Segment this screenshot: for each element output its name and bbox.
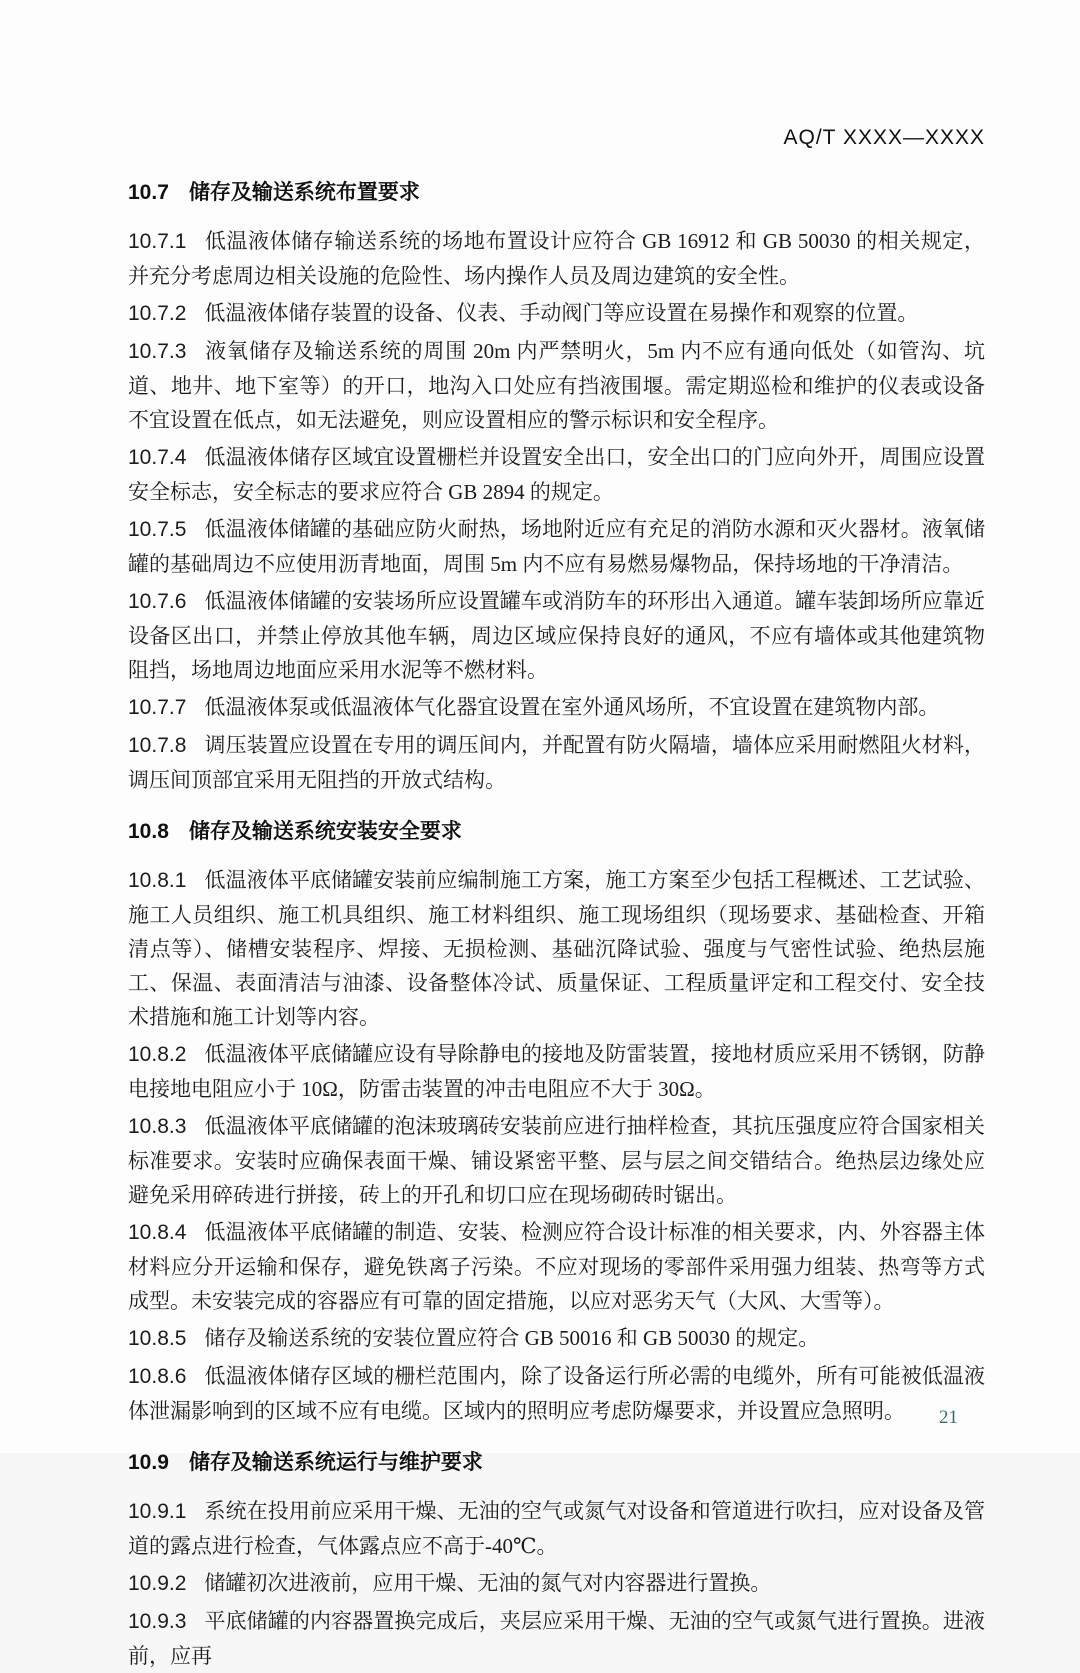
clause-10-7-3 xyxy=(128,334,985,437)
clause-text: 储存及输送系统的安装位置应符合 GB 50016 和 GB 50030 的规定。 xyxy=(204,1326,820,1350)
page-number: 21 xyxy=(939,1407,958,1428)
clause-number: 10.8.4 xyxy=(128,1221,187,1244)
clause-10-8-4 xyxy=(128,1215,985,1318)
clause-text: 低温液体平底储罐应设有导除静电的接地及防雷装置，接地材质应采用不锈钢，防静电接地电阻应小于 10Ω，防雷击装置的冲击电阻应不大于 30Ω。 xyxy=(128,1042,985,1101)
clause-text: 低温液体泵或低温液体气化器宜设置在室外通风场所，不宜设置在建筑物内部。 xyxy=(204,695,940,719)
clause-number: 10.7.1 xyxy=(128,230,187,253)
section-heading-10-7 xyxy=(128,176,985,210)
clause-text: 低温液体储存装置的设备、仪表、手动阀门等应设置在易操作和观察的位置。 xyxy=(204,301,919,325)
clause-text: 调压装置应设置在专用的调压间内，并配置有防火隔墙，墙体应采用耐燃阻火材料，调压间顶部宜采用无阻挡的开放式结构。 xyxy=(128,733,985,792)
clause-text: 低温液体储罐的基础应防火耐热，场地附近应有充足的消防水源和灭火器材。液氧储罐的基础周边不应使用沥青地面，周围 5m 内不应有易燃易爆物品，保持场地的干净清洁。 xyxy=(128,517,985,576)
clause-10-9-1 xyxy=(128,1494,985,1563)
section-number: 10.7 xyxy=(128,181,169,204)
clause-number: 10.7.3 xyxy=(128,340,187,363)
clause-number: 10.7.4 xyxy=(128,446,187,469)
clause-text: 低温液体平底储罐安装前应编制施工方案，施工方案至少包括工程概述、工艺试验、施工人员组织、施工机具组织、施工材料组织、施工现场组织（现场要求、基础检查、开箱清点等）、储槽安装程序、焊接、无损检测、基础沉降试验、强度与气密性试验、绝热层施工、保温、表面清洁与油漆、设备整体冷试、质量保证、工程质量评定和工程交付、安全技术措施和施工计划等内容。 xyxy=(128,868,985,1029)
section-title: 储存及输送系统运行与维护要求 xyxy=(188,1451,483,1474)
clause-number: 10.8.5 xyxy=(128,1327,187,1350)
clause-number: 10.7.7 xyxy=(128,696,187,719)
clause-10-9-3 xyxy=(128,1604,985,1673)
clause-text: 低温液体储存区域的栅栏范围内，除了设备运行所必需的电缆外，所有可能被低温液体泄漏影响到的区域不应有电缆。区域内的照明应考虑防爆要求，并设置应急照明。 xyxy=(128,1364,985,1423)
clause-text: 储罐初次进液前，应用干燥、无油的氮气对内容器进行置换。 xyxy=(204,1571,772,1595)
section-title: 储存及输送系统布置要求 xyxy=(188,181,420,204)
clause-10-7-4 xyxy=(128,440,985,509)
clause-10-8-2 xyxy=(128,1037,985,1106)
clause-number: 10.9.3 xyxy=(128,1610,187,1633)
clause-10-9-2 xyxy=(128,1566,985,1601)
clause-number: 10.8.6 xyxy=(128,1365,187,1388)
clause-number: 10.9.2 xyxy=(128,1572,187,1595)
clause-text: 液氧储存及输送系统的周围 20m 内严禁明火，5m 内不应有通向低处（如管沟、坑道、地井、地下室等）的开口，地沟入口处应有挡液围堰。需定期巡检和维护的仪表或设备不宜设置在低点，如无法避免，则应设置相应的警示标识和安全程序。 xyxy=(128,339,985,432)
section-number: 10.8 xyxy=(128,820,169,843)
clause-number: 10.7.2 xyxy=(128,302,187,325)
clause-10-8-1 xyxy=(128,863,985,1034)
clause-10-7-1 xyxy=(128,224,985,293)
section-heading-10-8 xyxy=(128,815,985,849)
clause-number: 10.8.2 xyxy=(128,1043,187,1066)
clause-number: 10.7.6 xyxy=(128,590,187,613)
clause-number: 10.8.3 xyxy=(128,1115,187,1138)
clause-text: 低温液体平底储罐的泡沫玻璃砖安装前应进行抽样检查，其抗压强度应符合国家相关标准要求。安装时应确保表面干燥、铺设紧密平整、层与层之间交错结合。绝热层边缘处应避免采用碎砖进行拼接，砖上的开孔和切口应在现场砌砖时锯出。 xyxy=(128,1114,985,1207)
clause-10-7-2 xyxy=(128,296,985,331)
clause-10-7-8 xyxy=(128,728,985,797)
section-title: 储存及输送系统安装安全要求 xyxy=(188,820,462,843)
clause-10-8-3 xyxy=(128,1109,985,1212)
clause-number: 10.7.5 xyxy=(128,518,187,541)
standard-number-header: AQ/T XXXX—XXXX xyxy=(783,126,985,149)
clause-text: 低温液体平底储罐的制造、安装、检测应符合设计标准的相关要求，内、外容器主体材料应分开运输和保存，避免铁离子污染。不应对现场的零部件采用强力组装、热弯等方式成型。未安装完成的容器应有可靠的固定措施，以应对恶劣天气（大风、大雪等）。 xyxy=(128,1220,985,1313)
clause-text: 系统在投用前应采用干燥、无油的空气或氮气对设备和管道进行吹扫，应对设备及管道的露点进行检查，气体露点应不高于-40℃。 xyxy=(128,1499,985,1558)
clause-10-7-6 xyxy=(128,584,985,687)
clause-number: 10.9.1 xyxy=(128,1500,187,1523)
clause-text: 低温液体储存输送系统的场地布置设计应符合 GB 16912 和 GB 50030 的相关规定，并充分考虑周边相关设施的危险性、场内操作人员及周边建筑的安全性。 xyxy=(128,229,985,288)
clause-10-7-7 xyxy=(128,690,985,725)
clause-text: 平底储罐的内容器置换完成后，夹层应采用干燥、无油的空气或氮气进行置换。进液前，应再 xyxy=(128,1609,985,1668)
clause-10-8-6 xyxy=(128,1359,985,1428)
section-heading-10-9 xyxy=(128,1446,985,1480)
clause-10-8-5 xyxy=(128,1321,985,1356)
section-number: 10.9 xyxy=(128,1451,169,1474)
clause-10-7-5 xyxy=(128,512,985,581)
clause-text: 低温液体储罐的安装场所应设置罐车或消防车的环形出入通道。罐车装卸场所应靠近设备区出口，并禁止停放其他车辆，周边区域应保持良好的通风，不应有墙体或其他建筑物阻挡，场地周边地面应采用水泥等不燃材料。 xyxy=(128,589,985,682)
clause-number: 10.8.1 xyxy=(128,869,187,892)
clause-number: 10.7.8 xyxy=(128,734,187,757)
clause-text: 低温液体储存区域宜设置栅栏并设置安全出口，安全出口的门应向外开，周围应设置安全标志，安全标志的要求应符合 GB 2894 的规定。 xyxy=(128,445,985,504)
